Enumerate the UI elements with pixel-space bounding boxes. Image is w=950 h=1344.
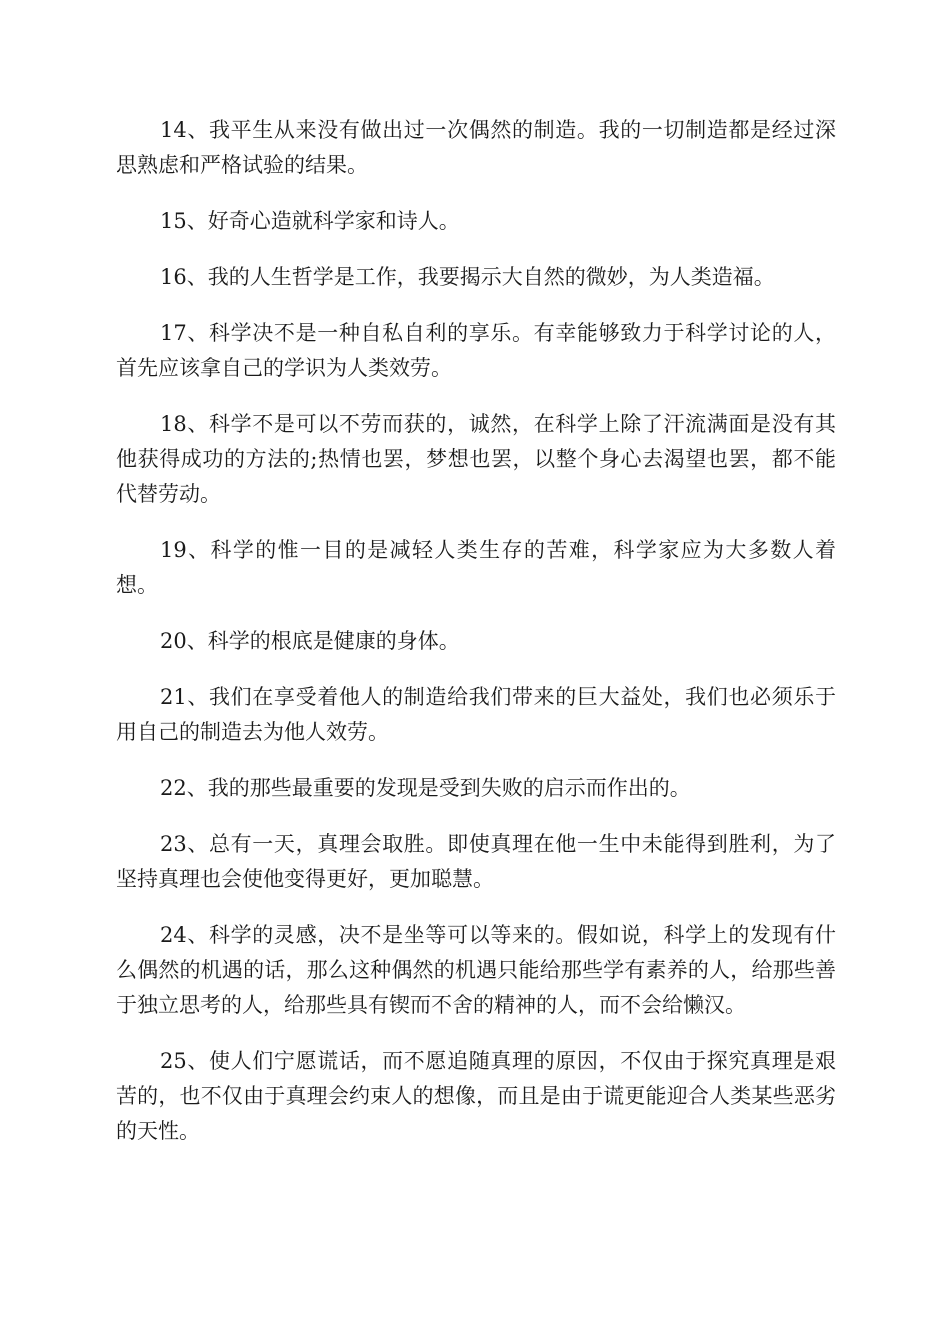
quote-paragraph-20: 20、科学的根底是健康的身体。 [160,629,460,653]
quote-paragraph-16: 16、我的人生哲学是工作，我要揭示大自然的微妙，为人类造福。 [160,265,775,289]
quote-paragraph-22: 22、我的那些最重要的发现是受到失败的启示而作出的。 [160,776,691,800]
quote-paragraph-18: 18、科学不是可以不劳而获的，诚然，在科学上除了汗流满面是没有其他获得成功的方法的;热情也罢，梦想也罢，以整个身心去渴望也罢，都不能代替劳动。 [116,412,836,506]
quote-paragraph-14: 14、我平生从来没有做出过一次偶然的制造。我的一切制造都是经过深思熟虑和严格试验的结果。 [116,118,836,177]
quote-paragraph-24: 24、科学的灵感，决不是坐等可以等来的。假如说，科学上的发现有什么偶然的机遇的话，那么这种偶然的机遇只能给那些学有素养的人，给那些善于独立思考的人，给那些具有锲而不舍的精神的人，而不会给懒汉。 [116,923,836,1017]
quote-paragraph-17: 17、科学决不是一种自私自利的享乐。有幸能够致力于科学讨论的人，首先应该拿自己的学识为人类效劳。 [116,321,836,380]
quote-paragraph-15: 15、好奇心造就科学家和诗人。 [160,209,460,233]
document-page [116,113,836,1170]
quote-paragraph-25: 25、使人们宁愿谎话，而不愿追随真理的原因，不仅由于探究真理是艰苦的，也不仅由于真理会约束人的想像，而且是由于谎更能迎合人类某些恶劣的天性。 [116,1049,836,1143]
quote-paragraph-19: 19、科学的惟一目的是减轻人类生存的苦难，科学家应为大多数人着想。 [116,538,836,597]
quote-paragraph-21: 21、我们在享受着他人的制造给我们带来的巨大益处，我们也必须乐于用自己的制造去为他人效劳。 [116,685,836,744]
quote-paragraph-23: 23、总有一天，真理会取胜。即使真理在他一生中未能得到胜利，为了坚持真理也会使他变得更好，更加聪慧。 [116,832,836,891]
